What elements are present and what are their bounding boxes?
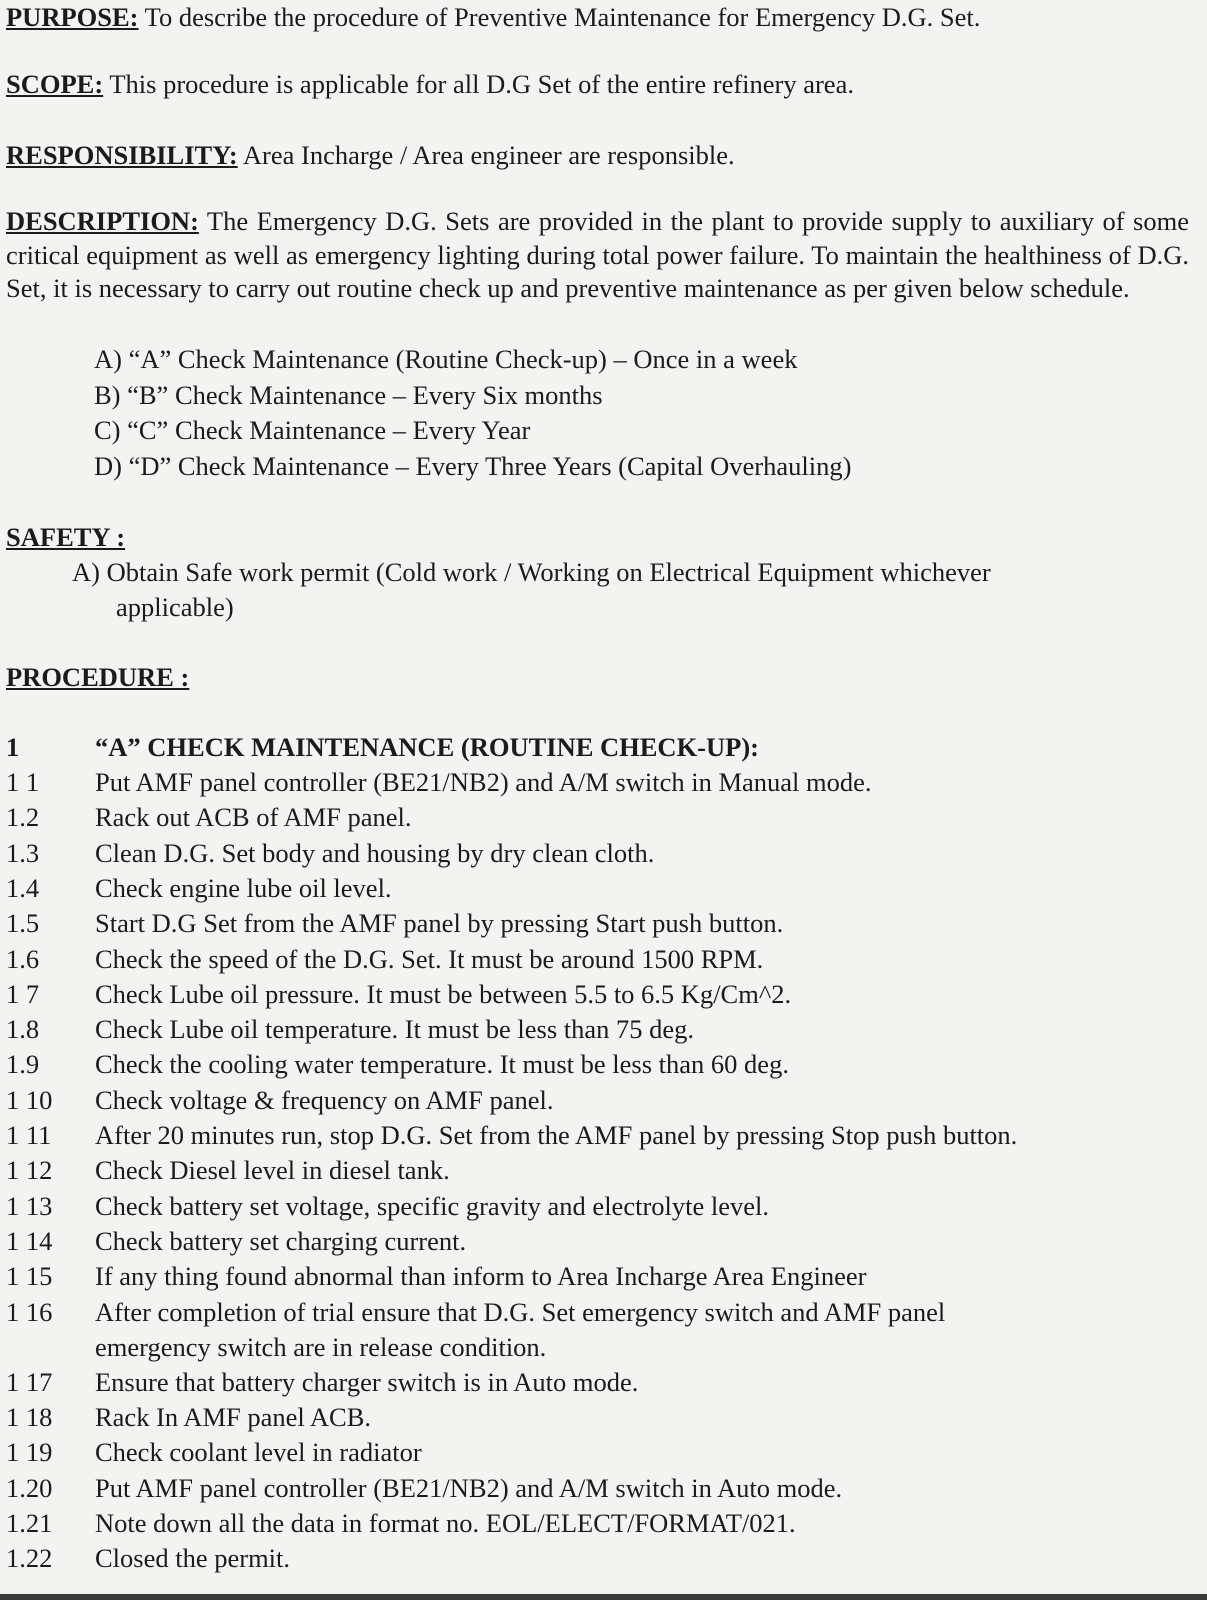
- step-number: 1.3: [6, 837, 40, 868]
- step-text: Put AMF panel controller (BE21/NB2) and A/M switch in Auto mode.: [95, 1472, 843, 1503]
- scope-heading: SCOPE:: [6, 69, 104, 99]
- schedule-item: A) “A” Check Maintenance (Routine Check-up) – Once in a week: [94, 344, 798, 374]
- step-text: Put AMF panel controller (BE21/NB2) and A/M switch in Manual mode.: [95, 767, 872, 797]
- responsibility-text: Area Incharge / Area engineer are responsible.: [237, 140, 735, 170]
- step-number: 1 14: [6, 1225, 53, 1256]
- section-number: 1: [6, 732, 20, 762]
- step-text: Check the cooling water temperature. It must be less than 60 deg.: [95, 1049, 789, 1080]
- schedule-item: B) “B” Check Maintenance – Every Six months: [94, 379, 603, 410]
- step-number: 1 1: [6, 767, 40, 797]
- purpose-heading: PURPOSE:: [6, 2, 139, 32]
- step-text: Rack In AMF panel ACB.: [95, 1402, 372, 1433]
- scope-text: This procedure is applicable for all D.G Set of the entire refinery area.: [103, 69, 854, 99]
- responsibility-section: [6, 138, 1189, 173]
- purpose-section: [6, 0, 1189, 35]
- safety-section: [6, 520, 1189, 625]
- step-text: Closed the permit.: [95, 1543, 291, 1574]
- procedure-heading: PROCEDURE :: [6, 662, 190, 692]
- step-text: Check the speed of the D.G. Set. It must be around 1500 RPM.: [95, 943, 764, 974]
- step-text: Check voltage & frequency on AMF panel.: [95, 1084, 554, 1115]
- step-number: 1.4: [6, 872, 40, 903]
- step-text: Check battery set charging current.: [95, 1225, 467, 1256]
- step-text: Check Lube oil temperature. It must be less than 75 deg.: [95, 1014, 695, 1045]
- safety-item: A) Obtain Safe work permit (Cold work / Working on Electrical Equipment whichever: [72, 557, 991, 587]
- step-text: After 20 minutes run, stop D.G. Set from the AMF panel by pressing Stop push button.: [95, 1120, 1018, 1150]
- step-number: 1 12: [6, 1155, 53, 1186]
- procedure-heading-block: [6, 660, 1189, 695]
- step-number: 1.8: [6, 1014, 40, 1045]
- safety-heading: SAFETY :: [6, 522, 126, 552]
- description-section: [6, 205, 1189, 306]
- step-number: 1.20: [6, 1472, 53, 1503]
- step-number: 1 17: [6, 1366, 53, 1397]
- step-number: 1.21: [6, 1508, 53, 1538]
- step-text: After completion of trial ensure that D.G. Set emergency switch and AMF panel: [95, 1296, 946, 1327]
- step-text: Check battery set voltage, specific gravity and electrolyte level.: [95, 1190, 770, 1221]
- purpose-text: To describe the procedure of Preventive Maintenance for Emergency D.G. Set.: [138, 2, 981, 32]
- step-number: 1.9: [6, 1049, 40, 1080]
- section-title: “A” CHECK MAINTENANCE (ROUTINE CHECK-UP):: [95, 732, 759, 762]
- page-bottom-edge: [0, 1594, 1207, 1600]
- description-heading: DESCRIPTION:: [6, 206, 199, 236]
- schedule-item: D) “D” Check Maintenance – Every Three Years (Capital Overhauling): [94, 450, 852, 481]
- step-number: 1 18: [6, 1402, 53, 1433]
- step-text: Start D.G Set from the AMF panel by pressing Start push button.: [95, 908, 784, 939]
- step-number: 1.5: [6, 908, 40, 939]
- step-number: 1 10: [6, 1084, 53, 1115]
- step-number: 1.22: [6, 1543, 53, 1574]
- step-number: 1 16: [6, 1296, 53, 1327]
- step-text: If any thing found abnormal than inform to Area Incharge Area Engineer: [95, 1261, 867, 1292]
- step-number: 1 19: [6, 1437, 53, 1468]
- step-text: Clean D.G. Set body and housing by dry clean cloth.: [95, 837, 655, 868]
- step-text: Ensure that battery charger switch is in Auto mode.: [95, 1366, 639, 1397]
- description-text: The Emergency D.G. Sets are provided in the plant to provide supply to auxiliary of some critical equipment as well as emergency lighting during total power failure. To maintain the healthiness of D.G. Set, it is necessary to carry out routine check up and preventive maintenance as per given below schedule.: [6, 206, 1189, 303]
- step-number: 1 11: [6, 1120, 52, 1150]
- step-text: Check Lube oil pressure. It must be between 5.5 to 6.5 Kg/Cm^2.: [95, 978, 792, 1009]
- step-text: Check coolant level in radiator: [95, 1437, 422, 1468]
- step-number: 1 13: [6, 1190, 53, 1221]
- step-number: 1 15: [6, 1261, 53, 1292]
- step-text-continued: emergency switch are in release condition.: [95, 1331, 547, 1362]
- step-text: Check Diesel level in diesel tank.: [95, 1155, 450, 1186]
- scope-section: [6, 67, 1189, 102]
- schedule-item: C) “C” Check Maintenance – Every Year: [94, 415, 531, 445]
- maintenance-schedule: [94, 342, 851, 484]
- step-number: 1.6: [6, 943, 40, 974]
- step-number: 1 7: [6, 978, 40, 1009]
- step-number: 1.2: [6, 802, 40, 833]
- responsibility-heading: RESPONSIBILITY:: [6, 140, 238, 170]
- safety-item-continued: applicable): [116, 592, 234, 622]
- step-text: Note down all the data in format no. EOL/ELECT/FORMAT/021.: [95, 1508, 796, 1538]
- step-text: Check engine lube oil level.: [95, 872, 392, 903]
- step-text: Rack out ACB of AMF panel.: [95, 802, 412, 833]
